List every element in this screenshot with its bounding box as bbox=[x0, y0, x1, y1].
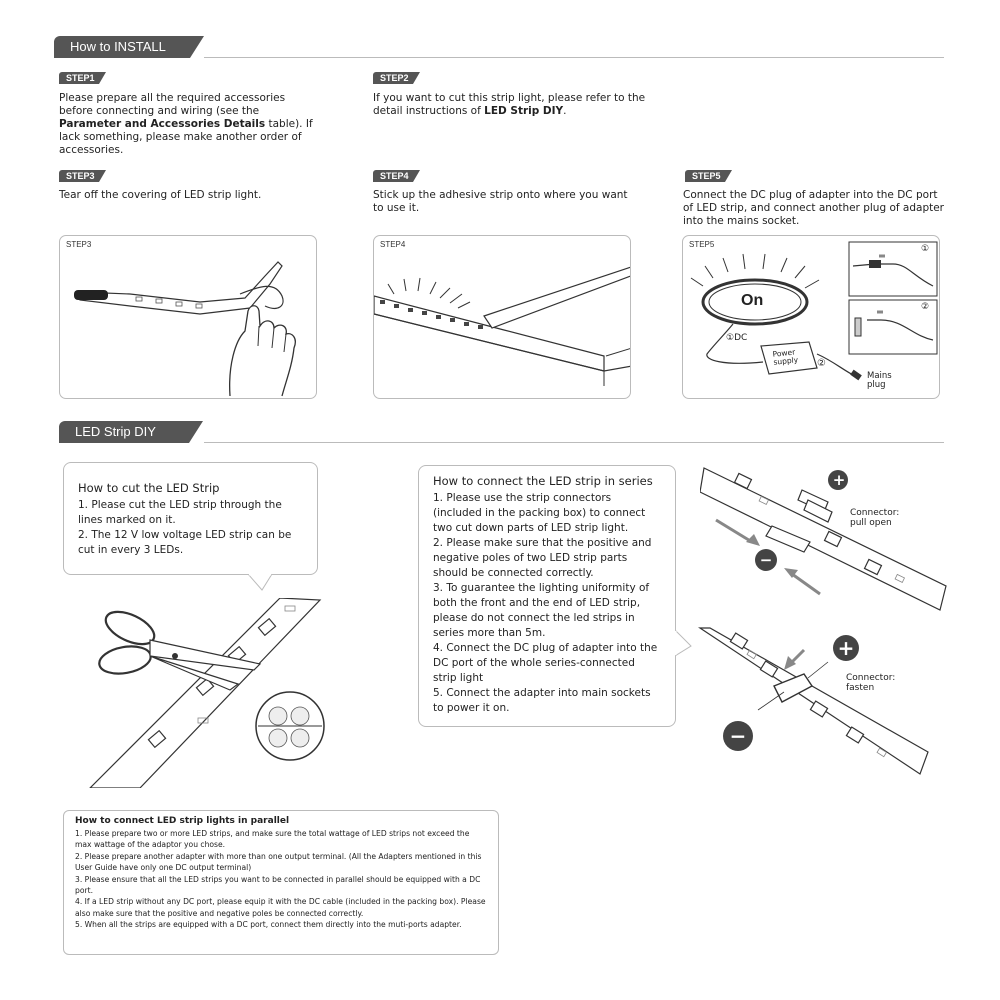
series-callout-tail bbox=[675, 630, 695, 660]
peeling-strip-graphic bbox=[60, 236, 317, 399]
install-section-rule bbox=[204, 57, 944, 58]
cut-item-1: 1. Please cut the LED strip through the lines marked on it. bbox=[78, 499, 282, 526]
step1-text-bold: Parameter and Accessories Details bbox=[59, 118, 266, 130]
mains-plug-label: Mains plug bbox=[867, 371, 892, 390]
install-section-title: How to INSTALL bbox=[70, 39, 166, 54]
step5-text: Connect the DC plug of adapter into the DC port of LED strip, and connect another plug of adapter into the mains socket. bbox=[683, 189, 945, 227]
step3-illus-label: STEP3 bbox=[66, 240, 92, 249]
circle2-label: ② bbox=[817, 358, 826, 369]
parallel-title: How to connect LED strip lights in parallel bbox=[75, 816, 290, 826]
series-callout bbox=[418, 465, 676, 727]
circle2-top-label: ② bbox=[921, 302, 930, 312]
step3-badge: STEP3 bbox=[59, 170, 99, 182]
connector-fasten-label: Connector: fasten bbox=[846, 673, 896, 693]
step4-illustration bbox=[373, 235, 631, 399]
cut-callout-tail bbox=[248, 574, 278, 592]
step2-text-a: If you want to cut this strip light, please refer to the detail instructions of bbox=[373, 92, 646, 117]
step1-text-a: Please prepare all the required accessories before connecting and wiring (see the bbox=[59, 92, 286, 117]
series-item-2: 2. Please make sure that the positive and negative poles of two LED strip parts should be connected correctly. bbox=[433, 537, 652, 579]
plus-icon-bottom: + bbox=[837, 636, 855, 660]
step3-text: Tear off the covering of LED strip light. bbox=[59, 189, 262, 201]
series-item-4: 4. Connect the DC plug of adapter into the DC port of the whole series-connected strip light bbox=[433, 642, 658, 684]
cutting-illustration bbox=[80, 598, 330, 788]
diy-section-tab bbox=[59, 421, 189, 443]
step1-badge: STEP1 bbox=[59, 72, 99, 84]
series-item-3: 3. To guarantee the lighting uniformity of both the front and the end of LED strip, please do not connect the led strips in series more than 5m. bbox=[433, 582, 650, 639]
plus-icon-top: + bbox=[832, 471, 846, 489]
stick-strip-graphic bbox=[374, 236, 631, 399]
connector-pull-open-illustration bbox=[700, 466, 950, 616]
parallel-item-1: 1. Please prepare two or more LED strips, and make sure the total wattage of LED strips not exceed the max wattage of the adaptor you chose. bbox=[75, 829, 470, 850]
cut-item-2: 2. The 12 V low voltage LED strip can be cut in every 3 LEDs. bbox=[78, 529, 292, 556]
parallel-item-2: 2. Please prepare another adapter with more than one output terminal. (All the Adapters mentioned in this User Guide have only one DC output terminal) bbox=[75, 851, 482, 873]
on-label: On bbox=[741, 292, 764, 309]
connector-pull-open-label: Connector: pull open bbox=[850, 508, 900, 528]
parallel-item-3: 3. Please ensure that all the LED strips you want to be connected in parallel should be equipped with a DC port. bbox=[75, 874, 481, 896]
series-item-5: 5. Connect the adapter into main sockets to power it on. bbox=[433, 687, 651, 714]
circle1-label: ① bbox=[921, 244, 930, 254]
dc-label: ①DC bbox=[726, 333, 748, 343]
step1-text bbox=[59, 92, 319, 157]
step2-text-b: . bbox=[563, 105, 567, 117]
step4-text: Stick up the adhesive strip onto where you want to use it. bbox=[373, 189, 628, 214]
step1-text-b: table). If lack something, please make another order of accessories. bbox=[59, 118, 313, 156]
step3-illustration bbox=[59, 235, 317, 399]
parallel-item-4: 4. If a LED strip without any DC port, please equip it with the DC cable (included in the packing box). Please also make sure that the positive and negative poles be connected correctly. bbox=[75, 897, 486, 918]
diy-section-rule bbox=[204, 442, 944, 443]
series-item-1: 1. Please use the strip connectors (included in the packing box) to connect two cut down parts of LED strip light. bbox=[433, 492, 646, 534]
power-supply-label: Power supply bbox=[772, 347, 799, 367]
cut-callout bbox=[63, 462, 318, 575]
step2-text bbox=[373, 92, 653, 118]
step5-badge: STEP5 bbox=[685, 170, 725, 182]
step2-text-bold: LED Strip DIY bbox=[484, 105, 564, 117]
parallel-box bbox=[63, 810, 499, 955]
minus-icon-top: − bbox=[759, 551, 773, 569]
parallel-item-5: 5. When all the strips are equipped with a DC port, connect them directly into the muti-ports adapter. bbox=[75, 920, 462, 930]
series-title: How to connect the LED strip in series bbox=[433, 474, 653, 488]
connector-fasten-illustration bbox=[698, 626, 948, 786]
step5-illustration bbox=[682, 235, 940, 399]
cut-title: How to cut the LED Strip bbox=[78, 481, 220, 495]
step5-illus-label: STEP5 bbox=[689, 240, 715, 249]
diy-section-title: LED Strip DIY bbox=[75, 424, 156, 439]
minus-icon-bottom: − bbox=[729, 724, 747, 748]
step2-badge: STEP2 bbox=[373, 72, 413, 84]
step4-illus-label: STEP4 bbox=[380, 240, 406, 249]
install-section-tab bbox=[54, 36, 190, 58]
step4-badge: STEP4 bbox=[373, 170, 413, 182]
